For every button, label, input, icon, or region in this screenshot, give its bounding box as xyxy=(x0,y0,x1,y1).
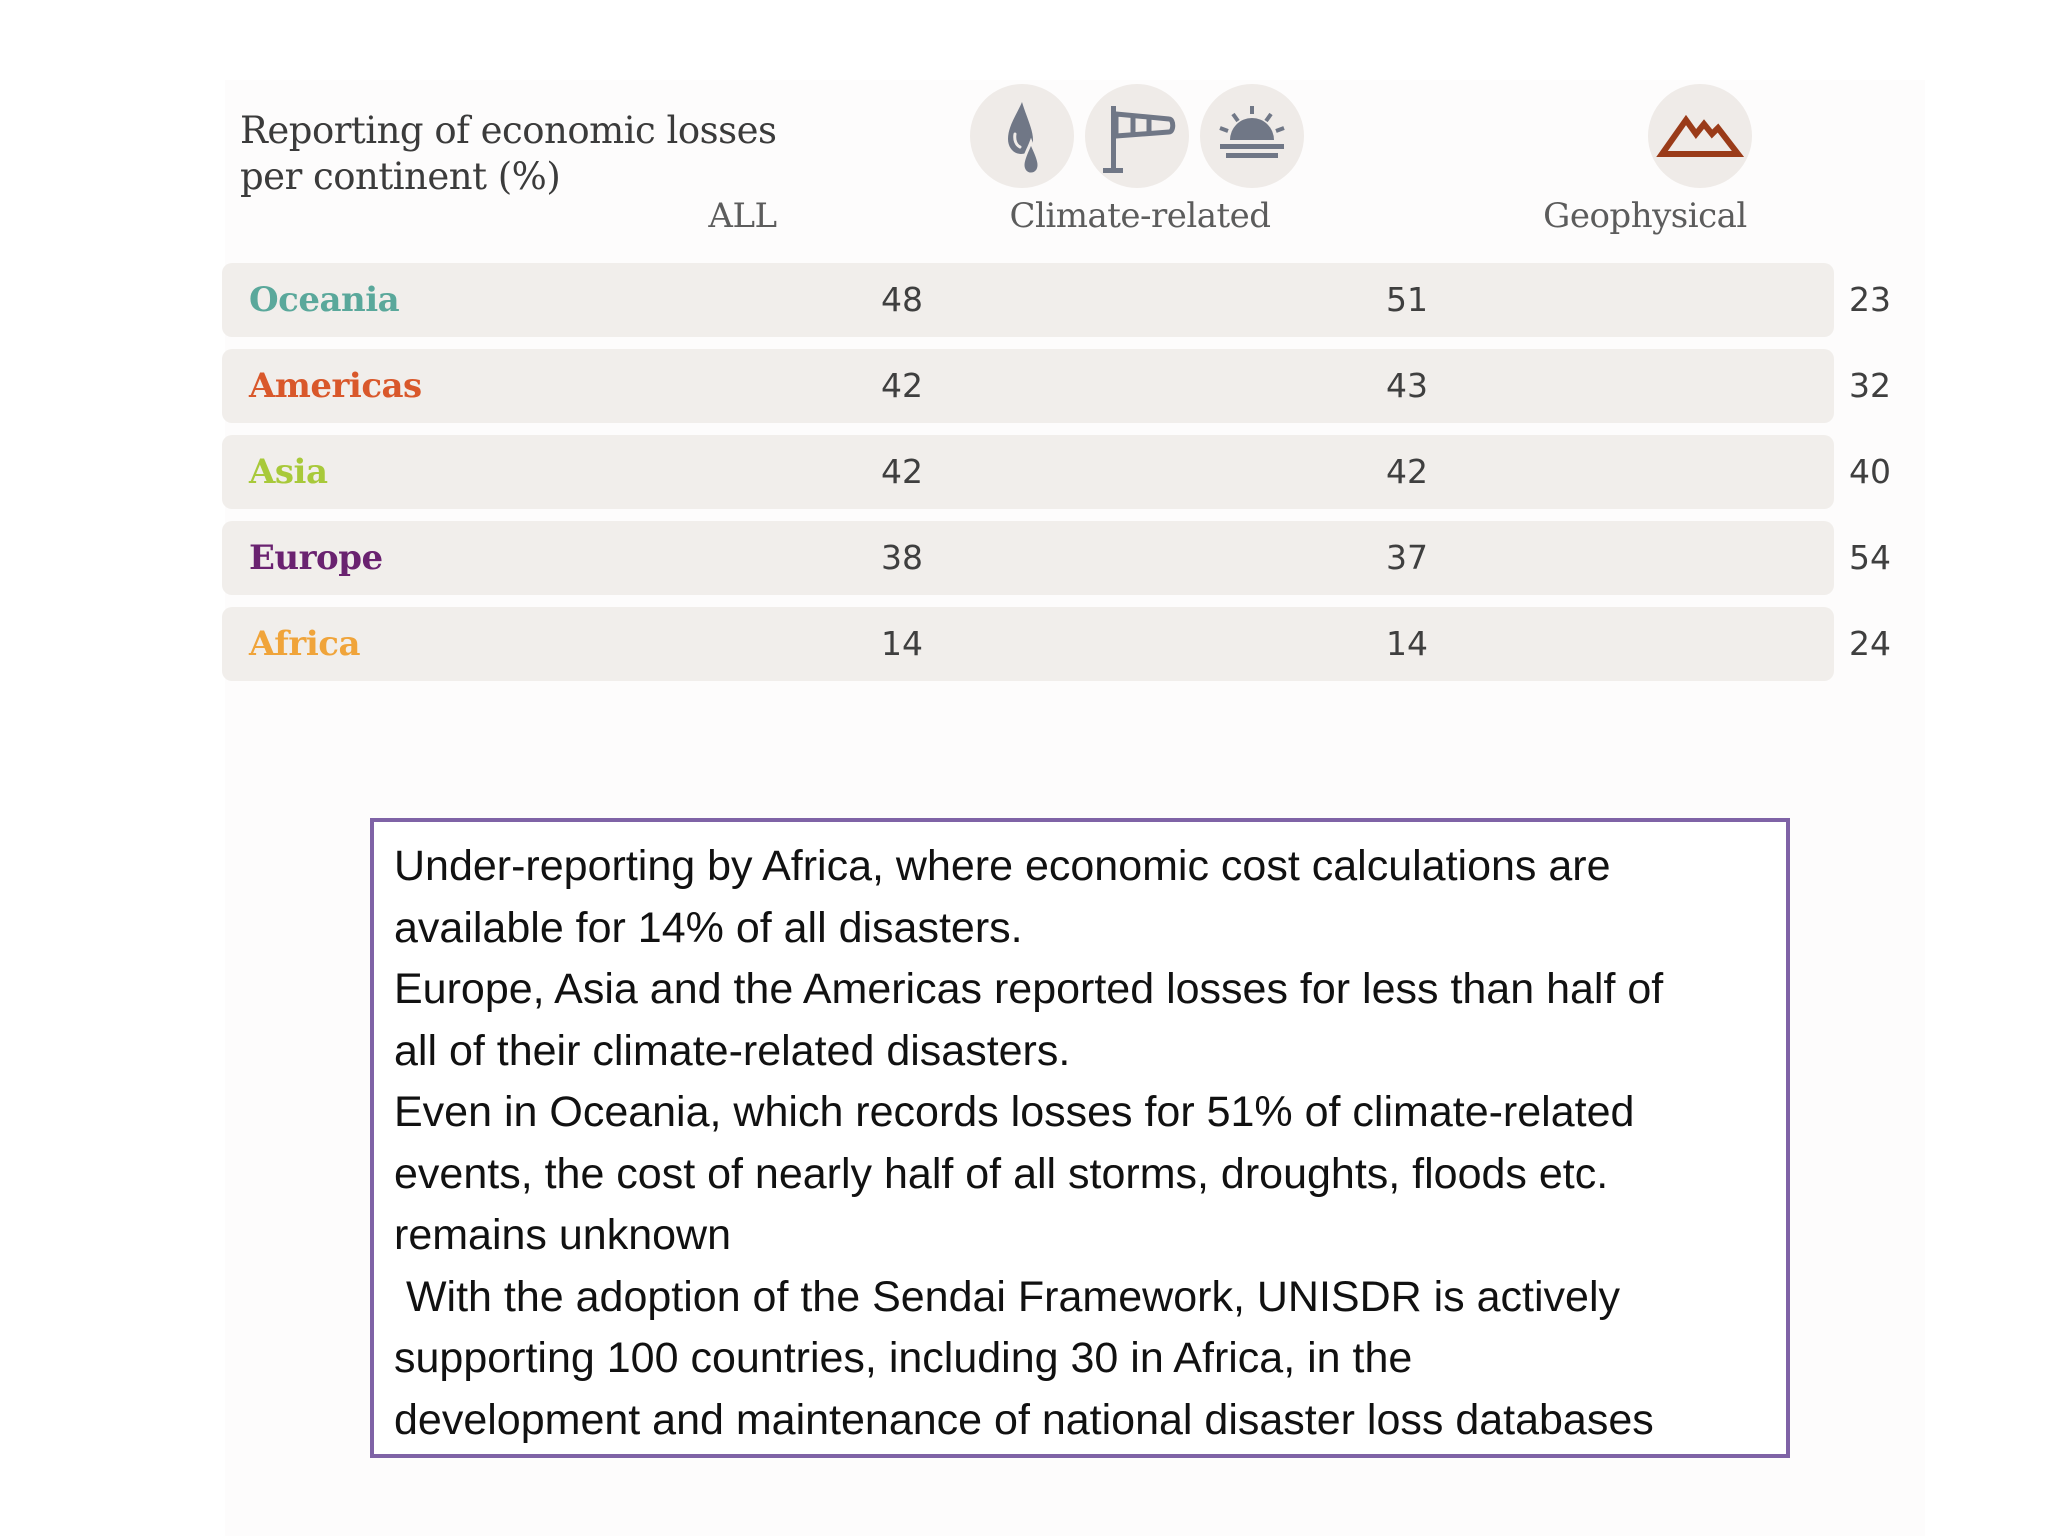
value-all: 42 xyxy=(881,452,923,491)
windsock-icon xyxy=(1085,84,1189,188)
continent-label: Africa xyxy=(249,624,360,664)
column-header-all: ALL xyxy=(708,196,777,236)
column-header-climate-related: Climate-related xyxy=(1009,196,1271,236)
sun-icon xyxy=(1200,84,1304,188)
value-climate-related: 42 xyxy=(1386,452,1428,491)
value-climate-related: 14 xyxy=(1386,624,1428,663)
summary-line: available for 14% of all disasters. xyxy=(394,903,1023,952)
summary-text-box xyxy=(370,818,1790,1458)
water-drop-icon xyxy=(970,84,1074,188)
value-geophysical: 32 xyxy=(1849,366,1891,405)
continent-label: Oceania xyxy=(249,280,400,320)
value-geophysical: 23 xyxy=(1849,280,1891,319)
summary-line: Even in Oceania, which records losses for 51% of climate-related xyxy=(394,1088,1635,1136)
table-row-americas xyxy=(222,349,1891,423)
value-all: 38 xyxy=(881,538,923,577)
value-climate-related: 37 xyxy=(1386,538,1428,577)
summary-line: Europe, Asia and the Americas reported losses for less than half of xyxy=(394,965,1664,1013)
continent-label: Europe xyxy=(249,538,383,578)
table-title-line-1: Reporting of economic losses xyxy=(240,109,777,152)
value-climate-related: 51 xyxy=(1386,280,1428,319)
column-header-geophysical: Geophysical xyxy=(1543,196,1747,236)
value-geophysical: 40 xyxy=(1849,452,1891,491)
summary-line: all of their climate-related disasters. xyxy=(394,1026,1071,1075)
summary-line: events, the cost of nearly half of all storms, droughts, floods etc. xyxy=(394,1149,1609,1198)
value-all: 48 xyxy=(881,280,923,319)
continent-label: Asia xyxy=(249,452,328,492)
value-climate-related: 43 xyxy=(1386,366,1428,405)
table-row-oceania xyxy=(222,263,1891,337)
value-geophysical: 24 xyxy=(1849,624,1891,663)
summary-line: development and maintenance of national disaster loss databases xyxy=(394,1395,1654,1444)
table-title-line-2: per continent (%) xyxy=(240,155,561,198)
mountain-icon xyxy=(1648,84,1752,188)
value-all: 42 xyxy=(881,366,923,405)
value-geophysical: 54 xyxy=(1849,538,1891,577)
summary-line: Under-reporting by Africa, where economic cost calculations are xyxy=(394,842,1611,890)
table-row-africa xyxy=(222,607,1891,681)
table-row-asia xyxy=(222,435,1891,509)
summary-line: supporting 100 countries, including 30 in Africa, in the xyxy=(394,1334,1413,1382)
summary-line: With the adoption of the Sendai Framework, UNISDR is actively xyxy=(394,1272,1621,1321)
summary-line: remains unknown xyxy=(394,1211,732,1259)
table-row-europe xyxy=(222,521,1891,595)
value-all: 14 xyxy=(881,624,923,663)
table-title xyxy=(240,108,776,200)
continent-label: Americas xyxy=(249,366,422,406)
